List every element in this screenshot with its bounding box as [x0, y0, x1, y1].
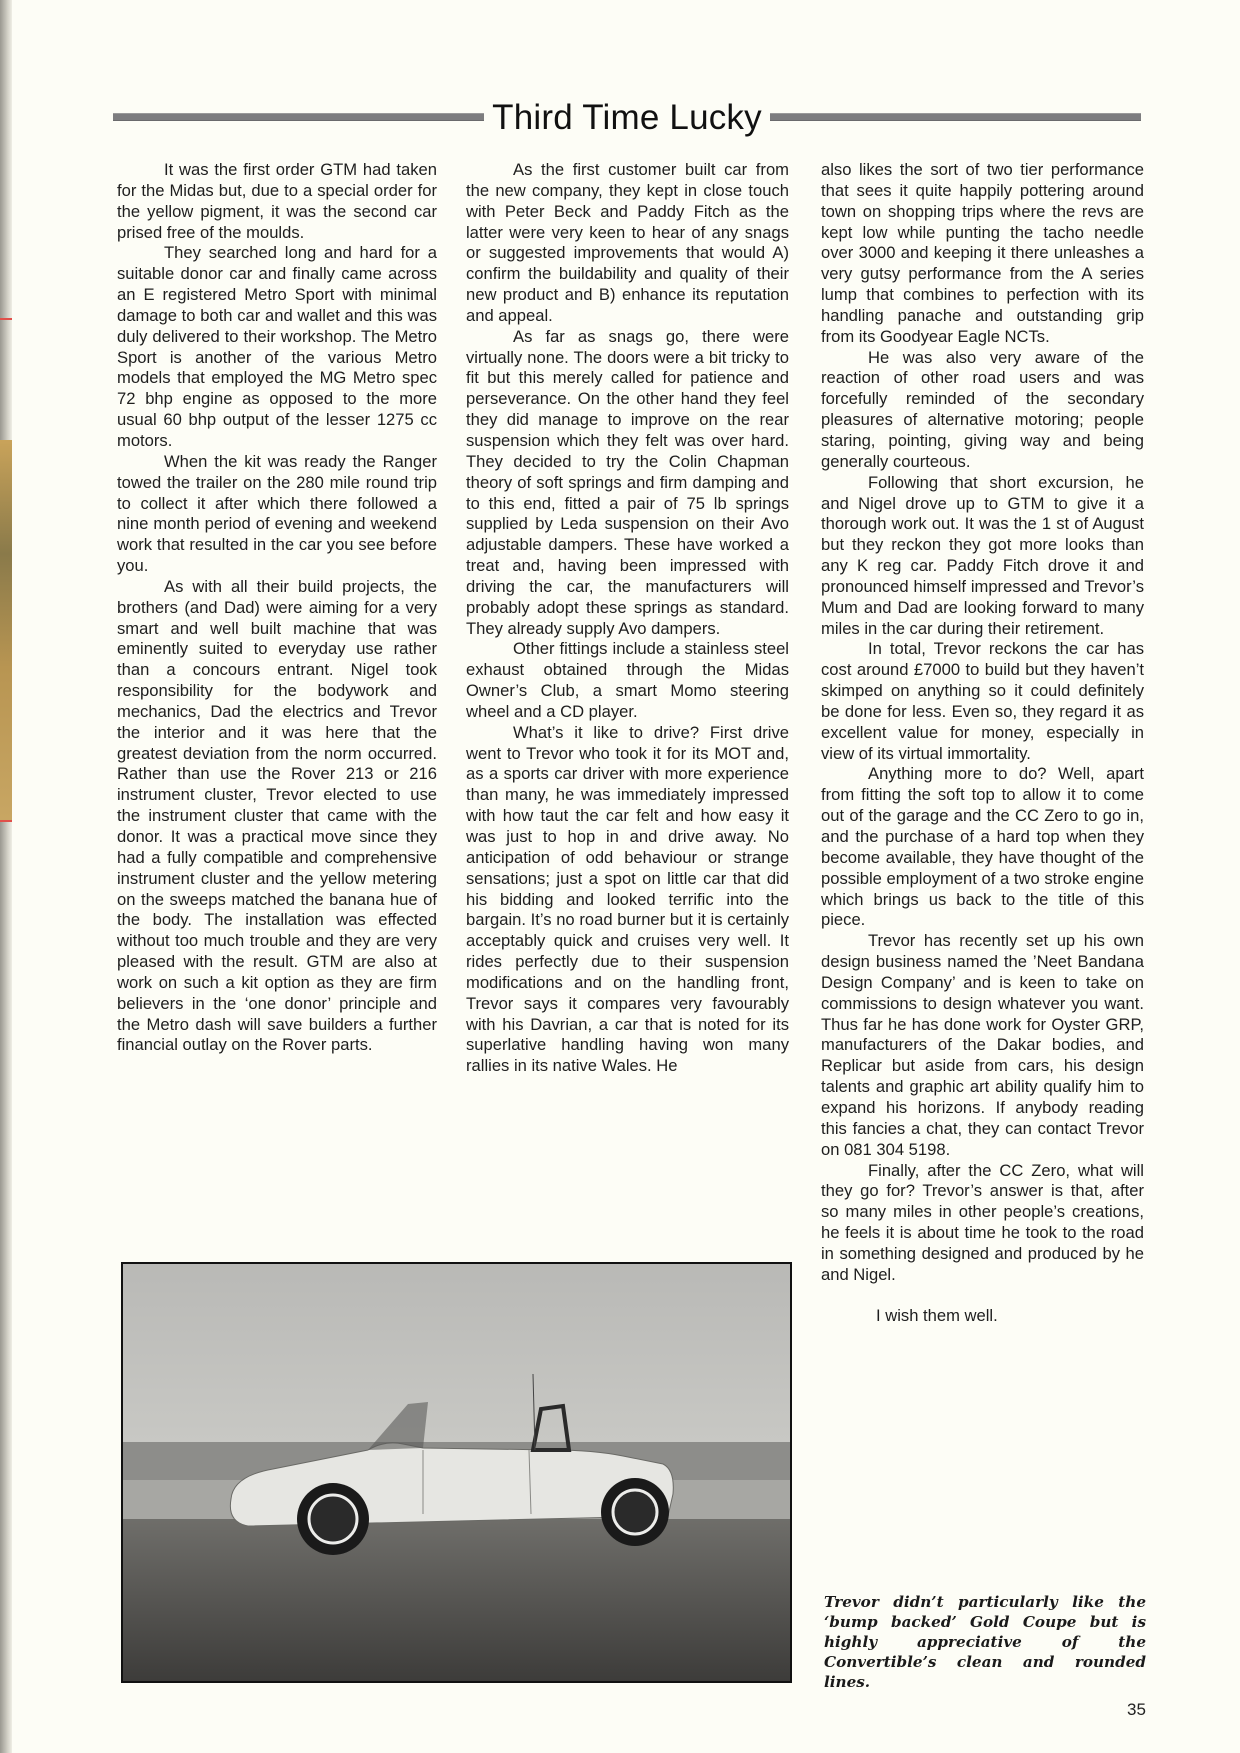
page-number: 35: [1127, 1700, 1146, 1719]
paragraph: They searched long and hard for a suitable donor car and finally came across an E registered Metro Sport with minimal damage to both car and wallet and this was duly delivered to their workshop. The Metro Sport is another of the various Metro models that employed the MG Metro spec 72 bhp engine as opposed to the more usual 60 bhp output of the lesser 1275 cc motors.: [117, 243, 437, 450]
paragraph: Trevor has recently set up his own design business named the ’Neet Bandana Design Company’ and is keen to take on commissions to design whatever you want. Thus far he has done work for Oyster GRP, manufacturers of the Dakar bodies, and Replicar but aside from cars, his design talents and graphic art ability qualify him to expand his horizons. If anybody reading this fancies a chat, they can contact Trevor on 081 304 5198.: [821, 931, 1144, 1159]
photo-illustration: [123, 1264, 790, 1681]
paragraph: Other fittings include a stainless steel exhaust obtained through the Midas Owner’s Club, a smart Momo steering wheel and a CD player.: [466, 639, 789, 721]
sky: [123, 1264, 790, 1444]
paragraph: What’s it like to drive? First drive went to Trevor who took it for its MOT and, as a sports car driver with more experience than many, he was immediately impressed with how taut the car felt and how easy it was just to hop in and drive away. No anticipation of odd behaviour or strange sensations; just a spot on little car that did his bidding and looked terrific into the bargain. It’s no road burner but it is certainly acceptably quick and cruises very well. It rides perfectly due to their suspension modifications and on the handling front, Trevor says it compares very favourably with his Davrian, a car that is noted for its superlative handling having won many rallies in its native Wales. He: [466, 722, 789, 1076]
paragraph-continued: also likes the sort of two tier performance that sees it quite happily pottering around town on shopping trips where the revs are kept low while punting the tacho needle over 3000 and keeping it there unleashes a very gutsy performance from the A series lump that combines to perfection with its handling panache and outstanding grip from its Goodyear Eagle NCTs.: [821, 160, 1144, 346]
page-spine-shadow: [0, 0, 12, 1753]
facing-page-red-rule: [0, 820, 12, 822]
article-column-2: [466, 160, 789, 1077]
sign-off: I wish them well.: [876, 1305, 998, 1325]
paragraph: Following that short excursion, he and Nigel drove up to GTM to give it a thorough work out. It was the 1 st of August but they reckon they got more looks than any K reg car. Paddy Fitch drove it and pronounced himself impressed and Trevor’s Mum and Dad are looking forward to many miles in the car during their retirement.: [821, 472, 1144, 638]
car-photo: [121, 1262, 792, 1683]
paragraph: As with all their build projects, the brothers (and Dad) were aiming for a very smart and well built machine that was eminently suited to everyday use rather than a concours entrant. Nigel took responsibility for the bodywork and mechanics, Dad the electrics and Trevor the interior and it was here that the greatest deviation from the norm occurred. Rather than use the Rover 213 or 216 instrument cluster, Trevor elected to use the instrument cluster that came with the donor. It was a practical move since they had a fully compatible and comprehensive instrument cluster and the yellow metering on the sweeps matched the banana hue of the body. The installation was effected without too much trouble and they are very pleased with the result. GTM are also at work on such a kit option as they are firm believers in the ‘one donor’ principle and the Metro dash will save builders a further financial outlay on the Rover parts.: [117, 576, 437, 1055]
paragraph: As far as snags go, there were virtually none. The doors were a bit tricky to fit but this merely called for patience and perseverance. On the other hand they feel they did manage to improve on the rear suspension which they felt was over hard. They decided to try the Colin Chapman theory of soft springs and firm damping and to this end, fitted a pair of 75 lb springs supplied by Leda suspension on their Avo adjustable dampers. These have worked a treat and, having been impressed with driving the car, the manufacturers will probably adopt these springs as standard. They already supply Avo dampers.: [466, 326, 789, 638]
paragraph: He was also very aware of the reaction of other road users and was forcefully reminded of the secondary pleasures of alternative motoring; people staring, pointing, giving way and being generally courteous.: [821, 347, 1144, 471]
grass: [123, 1519, 790, 1681]
paragraph: It was the first order GTM had taken for the Midas but, due to a special order for the yellow pigment, it was the second car prised free of the moulds.: [117, 160, 437, 242]
title-rule-right: [770, 113, 1141, 121]
article-title: Third Time Lucky: [492, 97, 762, 137]
paragraph: When the kit was ready the Ranger towed the trailer on the 280 mile round trip to collect it after which there followed a nine month period of evening and weekend work that resulted in the car you see before you.: [117, 451, 437, 576]
facing-page-red-rule: [0, 318, 12, 320]
paragraph: Anything more to do? Well, apart from fitting the soft top to allow it to come out of the garage and the CC Zero to go in, and the purchase of a hard top when they become available, they have thought of the possible employment of a two stroke engine which brings us back to the title of this piece.: [821, 764, 1144, 930]
title-banner: [113, 92, 1141, 142]
facing-page-edge: [0, 440, 12, 820]
photo-caption: Trevor didn’t particularly like the ‘bump backed’ Gold Coupe but is highly appreciative of the Convertible’s clean and rounded lines.: [824, 1593, 1146, 1691]
article-column-3: [821, 160, 1144, 1326]
paragraph: In total, Trevor reckons the car has cost around £7000 to build but they haven’t skimped on anything so it could definitely be done for less. Even so, they regard it as excellent value for money, especially in view of its virtual immortality.: [821, 639, 1144, 763]
paragraph: As the first customer built car from the new company, they kept in close touch with Peter Beck and Paddy Fitch as the latter were very keen to hear of any snags or suggested improvements that would A) confirm the buildability and quality of their new product and B) enhance its reputation and appeal.: [466, 160, 789, 325]
article-column-1: [117, 160, 437, 1056]
paragraph: Finally, after the CC Zero, what will they go for? Trevor’s answer is that, after so many miles in other people’s creations, he feels it is about time he took to the road in something designed and produced by he and Nigel.: [821, 1160, 1144, 1284]
title-rule-left: [113, 113, 484, 121]
